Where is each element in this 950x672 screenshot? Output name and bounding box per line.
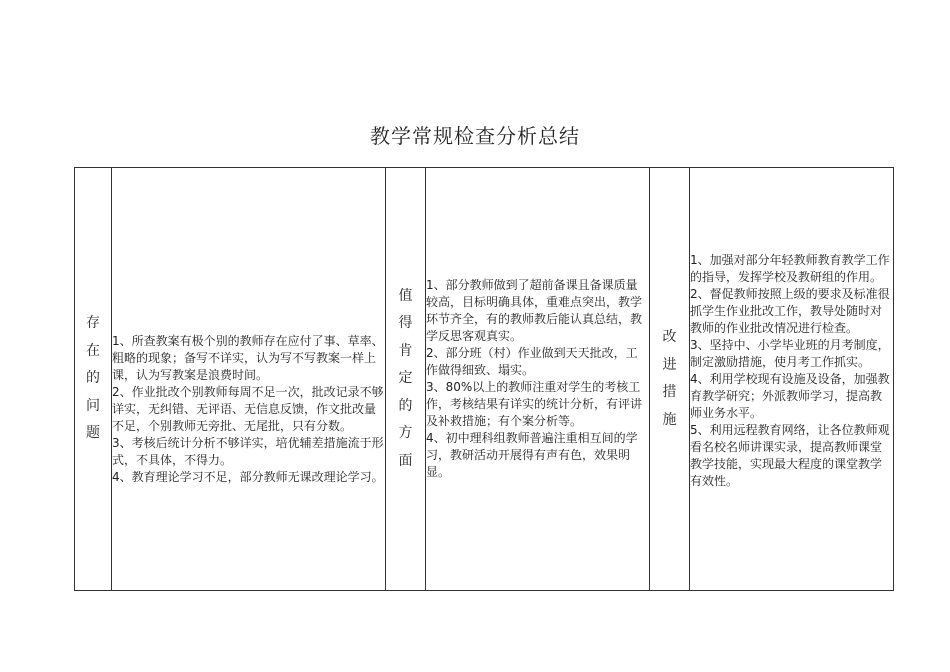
list-item: 5、利用远程教育网络，让各位教师观看名校名师讲课实录，提高教师课堂教学技能，实现最大程度的课堂教学有效性。 xyxy=(690,423,890,488)
label-char: 的 xyxy=(86,370,100,387)
label-char: 肯 xyxy=(398,342,413,359)
section-label-problems xyxy=(75,168,112,591)
list-item: 3、80%以上的教师注重对学生的考核工作，考核结果有详实的统计分析，有评讲及补救措施；有个案分析等。 xyxy=(426,380,643,428)
label-char: 在 xyxy=(86,342,100,359)
label-char: 定 xyxy=(398,370,413,387)
list-item: 1、加强对部分年轻教师教育教学工作的指导，发挥学校及教研组的作用。 xyxy=(690,253,890,284)
label-char: 进 xyxy=(662,356,677,373)
summary-table xyxy=(74,167,894,591)
label-char: 面 xyxy=(398,452,413,469)
table-row xyxy=(75,168,894,591)
label-char: 方 xyxy=(398,425,413,442)
list-item: 4、初中理科组教师普遍注重相互间的学习，教研活动开展得有声有色，效果明显。 xyxy=(426,431,638,479)
label-char: 施 xyxy=(662,411,677,428)
label-char: 存 xyxy=(86,315,100,332)
label-char: 的 xyxy=(398,397,413,414)
list-item: 4、利用学校现有设施及设备，加强教育教学研究；外派教师学习，提高教师业务水平。 xyxy=(690,372,890,420)
list-item: 1、所查教案有极个别的教师存在应付了事、草率、粗略的现象；备写不详实，认为写不写教案一样上课，认为写教案是浪费时间。 xyxy=(112,333,384,382)
label-char: 值 xyxy=(398,287,413,304)
section-label-improvements xyxy=(650,168,690,591)
list-item: 3、坚持中、小学毕业班的月考制度，制定激励措施，使月考工作抓实。 xyxy=(690,338,890,369)
label-char: 问 xyxy=(86,397,100,414)
list-item: 1、部分教师做到了超前备课且备课质量较高，目标明确具体，重难点突出，教学环节齐全，有的教师教后能认真总结，教学反思客观真实。 xyxy=(426,278,643,343)
list-item: 3、考核后统计分析不够详实，培优辅差措施流于形式，不具体，不得力。 xyxy=(112,435,384,467)
section-label-positives xyxy=(386,168,426,591)
label-char: 得 xyxy=(398,315,413,332)
list-item: 2、部分班（村）作业做到天天批改，工作做得细致、塌实。 xyxy=(426,346,638,377)
section-content-problems xyxy=(112,168,386,591)
label-char: 措 xyxy=(662,384,677,400)
list-item: 2、督促教师按照上级的要求及标准很抓学生作业批改工作，教导处随时对教师的作业批改情况进行检查。 xyxy=(690,287,890,335)
page-title: 教学常规检查分析总结 xyxy=(370,124,580,148)
list-item: 2、作业批改个别教师每周不足一次，批改记录不够详实，无纠错、无评语、无信息反馈，作文批改量不足，个别教师无旁批、无尾批，只有分数。 xyxy=(112,384,384,433)
label-char: 改 xyxy=(662,329,677,345)
list-item: 4、教育理论学习不足，部分教师无课改理论学习。 xyxy=(112,469,384,484)
label-char: 题 xyxy=(86,425,100,442)
section-content-positives xyxy=(426,168,650,591)
section-content-improvements xyxy=(690,168,894,591)
